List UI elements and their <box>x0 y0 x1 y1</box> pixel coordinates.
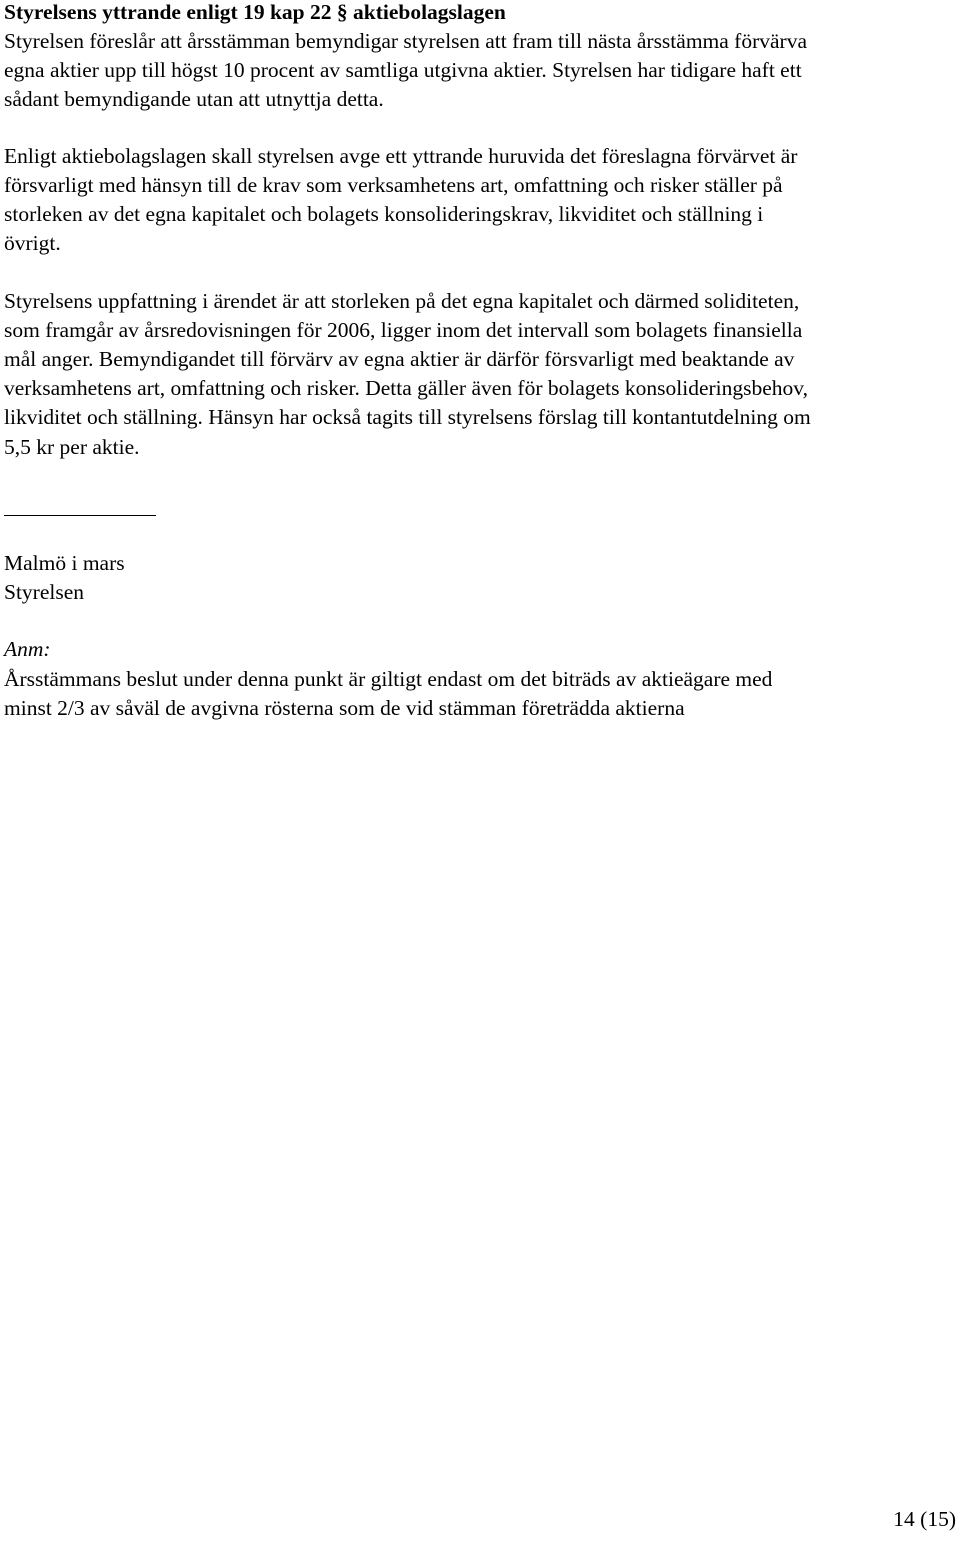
paragraph-2-line-4: verksamhetens art, omfattning och risker. Detta gäller även för bolagets konsolideringsbehov, <box>4 376 809 400</box>
note-line-1: Årsstämmans beslut under denna punkt är giltigt endast om det biträds av aktieägare med <box>4 667 773 691</box>
note-line-2: minst 2/3 av såväl de avgivna rösterna som de vid stämman företrädda aktierna <box>4 696 685 720</box>
section-heading: Styrelsens yttrande enligt 19 kap 22 § aktiebolagslagen <box>4 0 506 24</box>
paragraph-1-line-4: övrigt. <box>4 231 61 255</box>
paragraph-1-line-2: försvarligt med hänsyn till de krav som verksamhetens art, omfattning och risker ställer på <box>4 173 783 197</box>
paragraph-2-line-1: Styrelsens uppfattning i ärendet är att storleken på det egna kapitalet och därmed soliditeten, <box>4 289 800 313</box>
paragraph-2-line-6: 5,5 kr per aktie. <box>4 435 140 459</box>
signature-place-date: Malmö i mars <box>4 551 125 575</box>
paragraph-2-line-2: som framgår av årsredovisningen för 2006, ligger inom det intervall som bolagets finansiella <box>4 318 803 342</box>
paragraph-2-line-3: mål anger. Bemyndigandet till förvärv av egna aktier är därför försvarligt med beaktande av <box>4 347 795 371</box>
page-number: 14 (15) <box>893 1507 956 1531</box>
signature-line <box>4 515 156 516</box>
intro-line-3: sådant bemyndigande utan att utnyttja detta. <box>4 87 384 111</box>
paragraph-2-line-5: likviditet och ställning. Hänsyn har också tagits till styrelsens förslag till kontantutdelning om <box>4 405 811 429</box>
note-label: Anm: <box>4 637 51 661</box>
intro-line-1: Styrelsen föreslår att årsstämman bemyndigar styrelsen att fram till nästa årsstämma förvärva <box>4 29 807 53</box>
paragraph-1-line-1: Enligt aktiebolagslagen skall styrelsen avge ett yttrande huruvida det föreslagna förvärvet är <box>4 144 798 168</box>
intro-line-2: egna aktier upp till högst 10 procent av samtliga utgivna aktier. Styrelsen har tidigare haft ett <box>4 58 802 82</box>
signature-signer: Styrelsen <box>4 580 85 604</box>
paragraph-1-line-3: storleken av det egna kapitalet och bolagets konsolideringskrav, likviditet och ställning i <box>4 202 764 226</box>
